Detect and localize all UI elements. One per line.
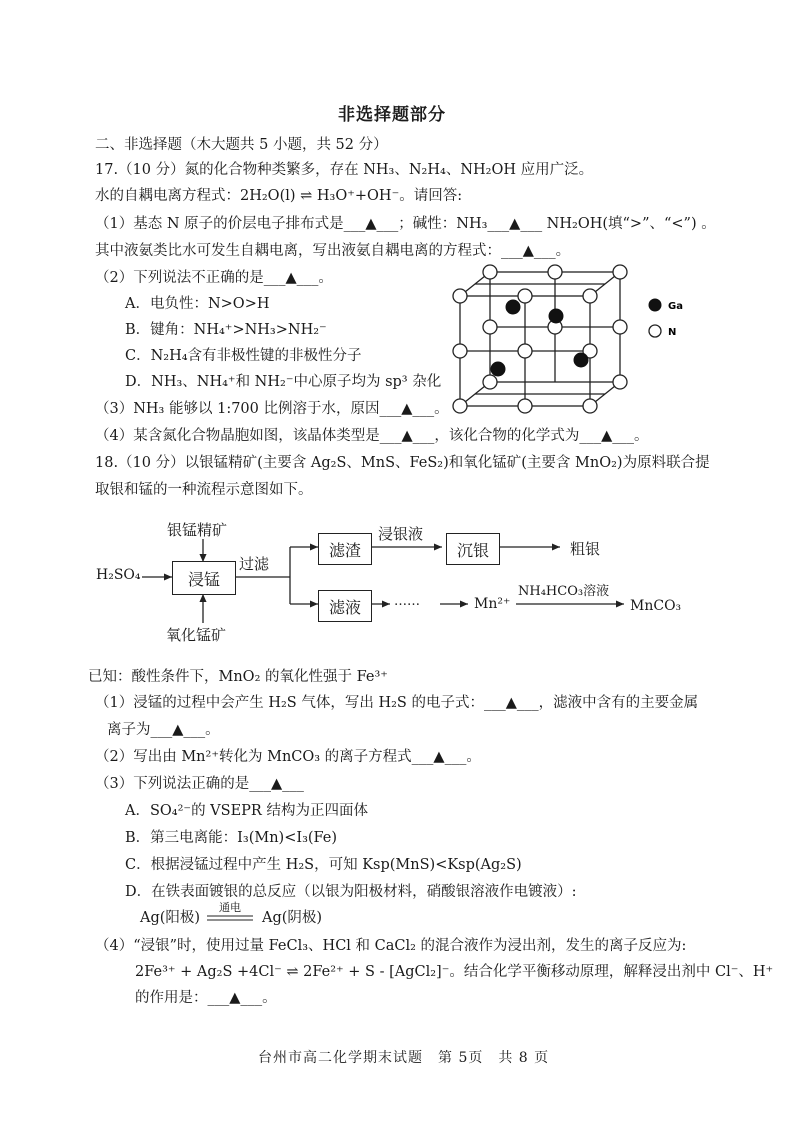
q18-part4-line2: 2Fe³⁺ + Ag₂S +4Cl⁻ ⇌ 2Fe²⁺ + S - [AgCl₂]⁻。结合化学平衡移动原理，解释浸出剂中 Cl⁻、H⁺ <box>135 964 774 980</box>
q17-option-a: A．电负性：N>O>H <box>125 296 270 312</box>
flow-reagent: NH₄HCO₃溶液 <box>518 584 610 599</box>
q17-intro-1: 17.（10 分）氮的化合物种类繁多，存在 NH₃、N₂H₄、NH₂OH 应用广泛。 <box>95 162 594 178</box>
ga-atom <box>574 353 588 367</box>
legend-n-marker <box>649 325 661 337</box>
q18-reaction-equal-sign <box>205 914 255 922</box>
q17-option-b: B．键角：NH₄⁺>NH₃>NH₂⁻ <box>125 322 327 338</box>
section-title: 非选择题部分 <box>338 105 446 125</box>
flow-ore2: 氧化锰矿 <box>166 626 227 644</box>
q18-intro-2: 取银和锰的一种流程示意图如下。 <box>95 482 313 498</box>
flow-mn-ion: Mn²⁺ <box>474 596 511 612</box>
q18-part1-line2: 离子为___▲___。 <box>107 722 220 738</box>
flow-box-leach-mn: 浸锰 <box>172 561 236 595</box>
q17-part1-line2: 其中液氨类比水可发生自耦电离，写出液氨自耦电离的方程式：___▲___。 <box>95 243 571 259</box>
q18-known: 已知：酸性条件下，MnO₂ 的氧化性强于 Fe³⁺ <box>88 669 388 685</box>
ga-atom <box>549 309 563 323</box>
flow-filter-label: 过滤 <box>239 555 270 573</box>
flow-ore1: 银锰精矿 <box>167 521 228 539</box>
n-atom <box>613 375 627 389</box>
q18-option-a: A．SO₄²⁻的 VSEPR 结构为正四面体 <box>125 803 368 819</box>
q18-option-d: D．在铁表面镀银的总反应（以银为阳极材料，硝酸银溶液作电镀液）: <box>125 884 577 900</box>
q18-reaction-left: Ag(阳极) <box>140 910 201 926</box>
part-header: 二、非选择题（木大题共 5 小题，共 52 分） <box>95 137 388 153</box>
q18-option-c: C．根据浸锰过程中产生 H₂S，可知 Ksp(MnS)<Ksp(Ag₂S) <box>125 857 522 873</box>
n-atom <box>453 289 467 303</box>
n-atom <box>518 344 532 358</box>
flow-box-filtrate: 滤液 <box>318 590 372 622</box>
n-atom <box>583 399 597 413</box>
q18-part4-line1: （4）“浸银”时，使用过量 FeCl₃、HCl 和 CaCl₂ 的混合液作为浸出剂，发生的离子反应为: <box>95 938 687 954</box>
q17-option-d: D．NH₃、NH₄⁺和 NH₂⁻中心原子均为 sp³ 杂化 <box>125 374 442 390</box>
q17-intro-2: 水的自耦电离方程式：2H₂O(l) ⇌ H₃O⁺+OH⁻。请回答: <box>95 188 463 204</box>
n-atom <box>453 399 467 413</box>
flow-acid: H₂SO₄ <box>96 567 141 583</box>
q18-part2: （2）写出由 Mn²⁺转化为 MnCO₃ 的离子方程式___▲___。 <box>95 749 481 765</box>
n-atom <box>613 265 627 279</box>
flow-leach-ag-liquid: 浸银液 <box>378 525 424 543</box>
q17-part4: （4）某含氮化合物晶胞如图，该晶体类型是___▲___，该化合物的化学式为___▲___。 <box>95 428 649 444</box>
n-atom <box>453 344 467 358</box>
q18-part4-line3: 的作用是：___▲___。 <box>135 990 277 1006</box>
ga-atom <box>491 362 505 376</box>
q18-reaction-condition: 通电 <box>219 901 241 914</box>
q17-part3: （3）NH₃ 能够以 1:700 比例溶于水，原因___▲___。 <box>95 401 449 417</box>
n-atom <box>583 289 597 303</box>
q18-intro-1: 18.（10 分）以银锰精矿(主要含 Ag₂S、MnS、FeS₂)和氧化锰矿(主要含 MnO₂)为原料联合提 <box>95 455 710 471</box>
q17-option-c: C．N₂H₄含有非极性键的非极性分子 <box>125 348 362 364</box>
q18-option-b: B．第三电离能：I₃(Mn)<I₃(Fe) <box>125 830 338 846</box>
q18-part1-line1: （1）浸锰的过程中会产生 H₂S 气体，写出 H₂S 的电子式：___▲___，滤液中含有的主要金属 <box>95 695 699 711</box>
flow-box-precip-ag: 沉银 <box>446 533 500 565</box>
flow-crude-ag: 粗银 <box>570 540 601 558</box>
flow-dots: …… <box>394 594 420 609</box>
n-atom <box>548 265 562 279</box>
n-atom <box>483 320 497 334</box>
flow-product: MnCO₃ <box>630 598 682 614</box>
page-footer: 台州市高二化学期末试题 第 5页 共 8 页 <box>258 1050 550 1066</box>
q17-part1-line1: （1）基态 N 原子的价层电子排布式是___▲___；碱性：NH₃___▲___ NH₂OH(填“>”、“<”) 。 <box>95 216 716 232</box>
ga-atom <box>506 300 520 314</box>
n-atom <box>613 320 627 334</box>
legend-ga-marker <box>649 299 661 311</box>
crystal-cell-diagram <box>440 262 710 420</box>
legend-n-label: N <box>668 327 677 338</box>
n-atom <box>518 399 532 413</box>
n-atom <box>483 375 497 389</box>
flow-box-residue: 滤渣 <box>318 533 372 565</box>
q18-reaction-right: Ag(阴极) <box>262 910 323 926</box>
n-atom <box>518 289 532 303</box>
legend-ga-label: Ga <box>668 301 683 312</box>
q18-part3: （3）下列说法正确的是___▲___ <box>95 776 304 792</box>
q17-part2: （2）下列说法不正确的是___▲___。 <box>95 270 333 286</box>
n-atom <box>483 265 497 279</box>
